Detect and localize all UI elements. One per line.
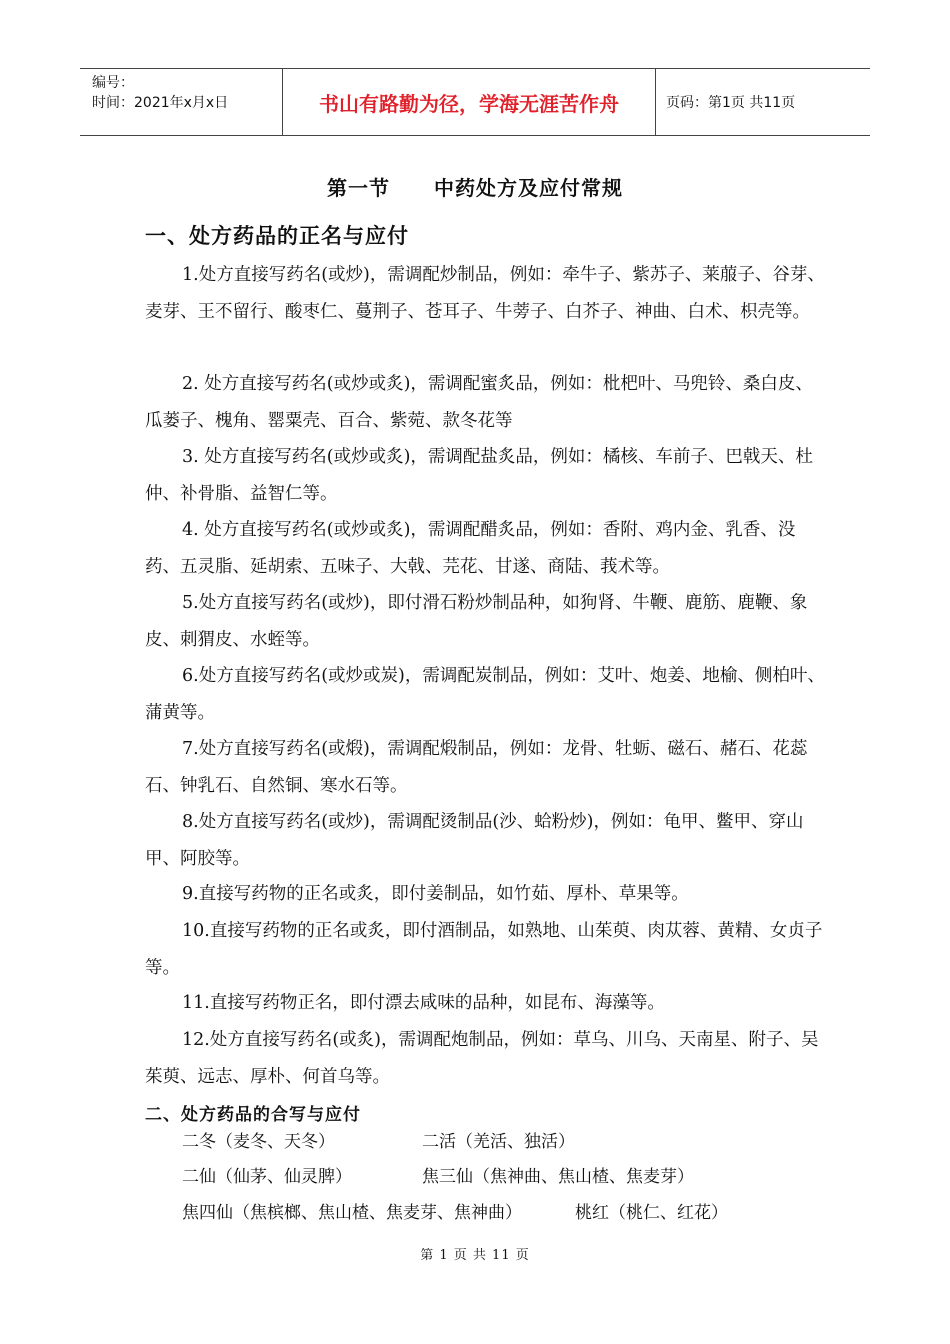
title-part2: 中药处方及应付常规 [434, 176, 623, 200]
header-motto: 书山有路勤为径，学海无涯苦作舟 [282, 69, 656, 135]
combo-item: 二冬（麦冬、天冬） [182, 1132, 335, 1152]
combo-item: 二仙（仙茅、仙灵脾） [182, 1167, 352, 1187]
section1-heading: 一、处方药品的正名与应付 [145, 223, 409, 248]
document-header [80, 68, 870, 136]
header-meta [80, 69, 282, 135]
combo-item: 桃红（桃仁、红花） [575, 1203, 728, 1223]
section2-heading: 二、处方药品的合写与应付 [145, 1105, 361, 1125]
page-footer: 第 1 页 共 11 页 [420, 1248, 530, 1263]
paragraph: 9.直接写药物的正名或炙，即付姜制品，如竹茹、厚朴、草果等。 [182, 884, 689, 904]
paragraph: 2. 处方直接写药名(或炒或炙)，需调配蜜炙品，例如：枇杷叶、马兜铃、桑白皮、瓜蒌子、槐角、罂粟壳、百合、紫菀、款冬花等 [145, 374, 813, 431]
paragraph: 10.直接写药物的正名或炙，即付酒制品，如熟地、山茱萸、肉苁蓉、黄精、女贞子等。 [145, 921, 823, 978]
paragraph: 12.处方直接写药名(或炙)，需调配炮制品，例如：草乌、川乌、天南星、附子、吴茱萸、远志、厚朴、何首乌等。 [145, 1030, 819, 1087]
paragraph: 7.处方直接写药名(或煅)，需调配煅制品，例如：龙骨、牡蛎、磁石、赭石、花蕊石、钟乳石、自然铜、寒水石等。 [145, 739, 808, 796]
date-line: 时间：2021年x月x日 [92, 95, 229, 111]
combo-item: 焦四仙（焦槟榔、焦山楂、焦麦芽、焦神曲） [182, 1203, 522, 1223]
paragraph: 5.处方直接写药名(或炒)，即付滑石粉炒制品种，如狗肾、牛鞭、鹿筋、鹿鞭、象皮、刺猬皮、水蛭等。 [145, 593, 808, 650]
combo-item: 焦三仙（焦神曲、焦山楂、焦麦芽） [422, 1167, 694, 1187]
paragraph: 1.处方直接写药名(或炒)，需调配炒制品，例如：牵牛子、紫苏子、莱菔子、谷芽、麦芽、王不留行、酸枣仁、蔓荆子、苍耳子、牛蒡子、白芥子、神曲、白术、枳壳等。 [145, 265, 825, 322]
paragraph: 8.处方直接写药名(或炒)，需调配烫制品(沙、蛤粉炒)，例如：龟甲、鳖甲、穿山甲、阿胶等。 [145, 812, 804, 869]
combo-item: 二活（羌活、独活） [422, 1132, 575, 1152]
code-label: 编号： [92, 75, 134, 91]
paragraph: 6.处方直接写药名(或炒或炭)，需调配炭制品，例如：艾叶、炮姜、地榆、侧柏叶、蒲黄等。 [145, 666, 825, 723]
paragraph: 4. 处方直接写药名(或炒或炙)，需调配醋炙品，例如：香附、鸡内金、乳香、没药、五灵脂、延胡索、五味子、大戟、芫花、甘遂、商陆、莪术等。 [145, 520, 796, 577]
page-title [0, 172, 950, 201]
paragraph: 3. 处方直接写药名(或炒或炙)，需调配盐炙品，例如：橘核、车前子、巴戟天、杜仲、补骨脂、益智仁等。 [145, 447, 813, 504]
paragraph: 11.直接写药物正名，即付漂去咸味的品种，如昆布、海藻等。 [182, 993, 665, 1013]
title-part1: 第一节 [327, 176, 390, 200]
header-page-info: 页码：第1页 共11页 [666, 95, 796, 111]
